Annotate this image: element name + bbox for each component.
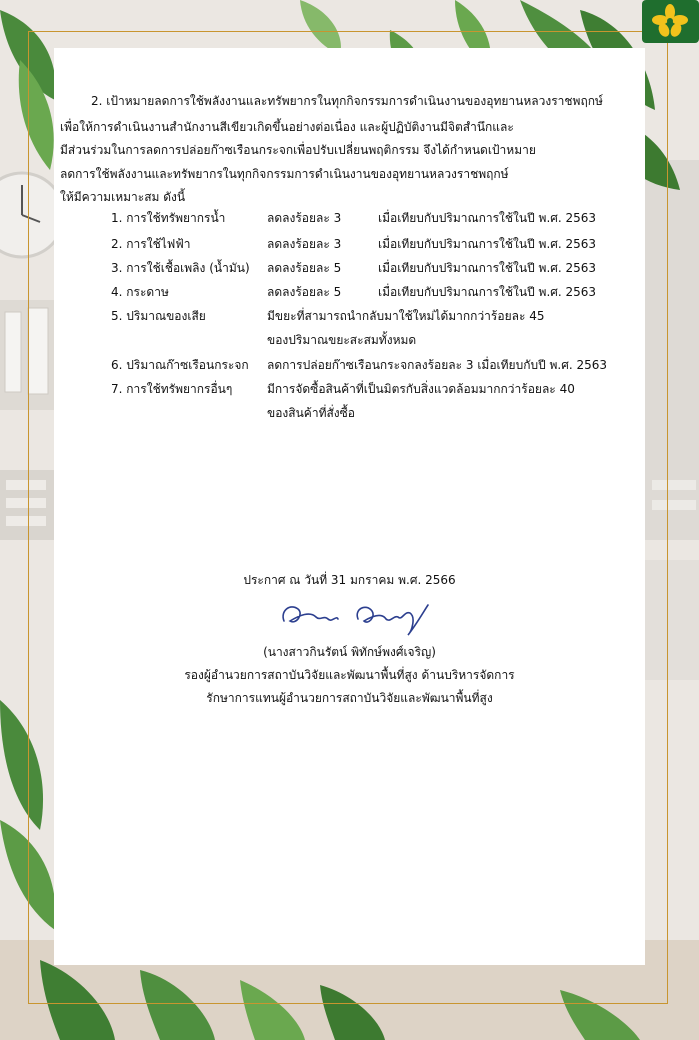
target-item-value-continued: ของสินค้าที่สั่งซื้อ [267, 406, 356, 420]
document-page [54, 48, 645, 965]
intro-line-2: เพื่อให้การดำเนินงานสำนักงานสีเขียวเกิดขึ้นอย่างต่อเนื่อง และผู้ปฏิบัติงานมีจิตสำนึกและ [60, 120, 514, 134]
target-item-label: 7. การใช้ทรัพยากรอื่นๆ [111, 382, 233, 396]
target-item-value: ลดการปล่อยก๊าซเรือนกระจกลงร้อยละ 3 เมื่อเทียบกับปี พ.ศ. 2563 [267, 358, 608, 372]
target-item-basis: เมื่อเทียบกับปริมาณการใช้ในปี พ.ศ. 2563 [378, 261, 597, 275]
intro-line-3: มีส่วนร่วมในการลดการปล่อยก๊าซเรือนกระจกเพื่อปรับเปลี่ยนพฤติกรรม จึงได้กำหนดเป้าหมาย [60, 143, 536, 157]
target-item-value: มีการจัดซื้อสินค้าที่เป็นมิตรกับสิ่งแวดล้อมมากกว่าร้อยละ 40 [267, 382, 575, 396]
intro-line-5: ให้มีความเหมาะสม ดังนี้ [60, 190, 186, 204]
institute-logo [642, 0, 699, 43]
intro-line-4: ลดการใช้พลังงานและทรัพยากรในทุกกิจกรรมการดำเนินงานของอุทยานหลวงราชพฤกษ์ [60, 167, 509, 181]
announcement-date: ประกาศ ณ วันที่ 31 มกราคม พ.ศ. 2566 [243, 573, 456, 587]
signer-position-1: รองผู้อำนวยการสถาบันวิจัยและพัฒนาพื้นที่สูง ด้านบริหารจัดการ [184, 668, 515, 682]
target-item-value: ลดลงร้อยละ 3 [267, 237, 342, 251]
target-item-label: 5. ปริมาณของเสีย [111, 309, 206, 323]
signer-name: (นางสาวกินรัตน์ พิทักษ์พงศ์เจริญ) [263, 645, 436, 659]
signer-position-2: รักษาการแทนผู้อำนวยการสถาบันวิจัยและพัฒนาพื้นที่สูง [206, 691, 493, 705]
target-item-label: 3. การใช้เชื้อเพลิง (น้ำมัน) [111, 261, 250, 275]
target-item-label: 4. กระดาษ [111, 285, 169, 299]
target-item-value: ลดลงร้อยละ 3 [267, 211, 342, 225]
target-item-label: 1. การใช้ทรัพยากรน้ำ [111, 211, 226, 225]
target-item-label: 6. ปริมาณก๊าซเรือนกระจก [111, 358, 249, 372]
target-item-value: ลดลงร้อยละ 5 [267, 261, 342, 275]
target-item-label: 2. การใช้ไฟฟ้า [111, 237, 191, 251]
target-item-basis: เมื่อเทียบกับปริมาณการใช้ในปี พ.ศ. 2563 [378, 285, 597, 299]
target-item-value-continued: ของปริมาณขยะสะสมทั้งหมด [267, 333, 417, 347]
target-item-value: ลดลงร้อยละ 5 [267, 285, 342, 299]
handwritten-signature [276, 597, 431, 637]
intro-line-1: 2. เป้าหมายลดการใช้พลังงานและทรัพยากรในทุกกิจกรรมการดำเนินงานของอุทยานหลวงราชพฤกษ์ [91, 94, 603, 108]
target-item-basis: เมื่อเทียบกับปริมาณการใช้ในปี พ.ศ. 2563 [378, 237, 597, 251]
target-item-value: มีขยะที่สามารถนำกลับมาใช้ใหม่ได้มากกว่าร้อยละ 45 [267, 309, 545, 323]
target-item-basis: เมื่อเทียบกับปริมาณการใช้ในปี พ.ศ. 2563 [378, 211, 597, 225]
